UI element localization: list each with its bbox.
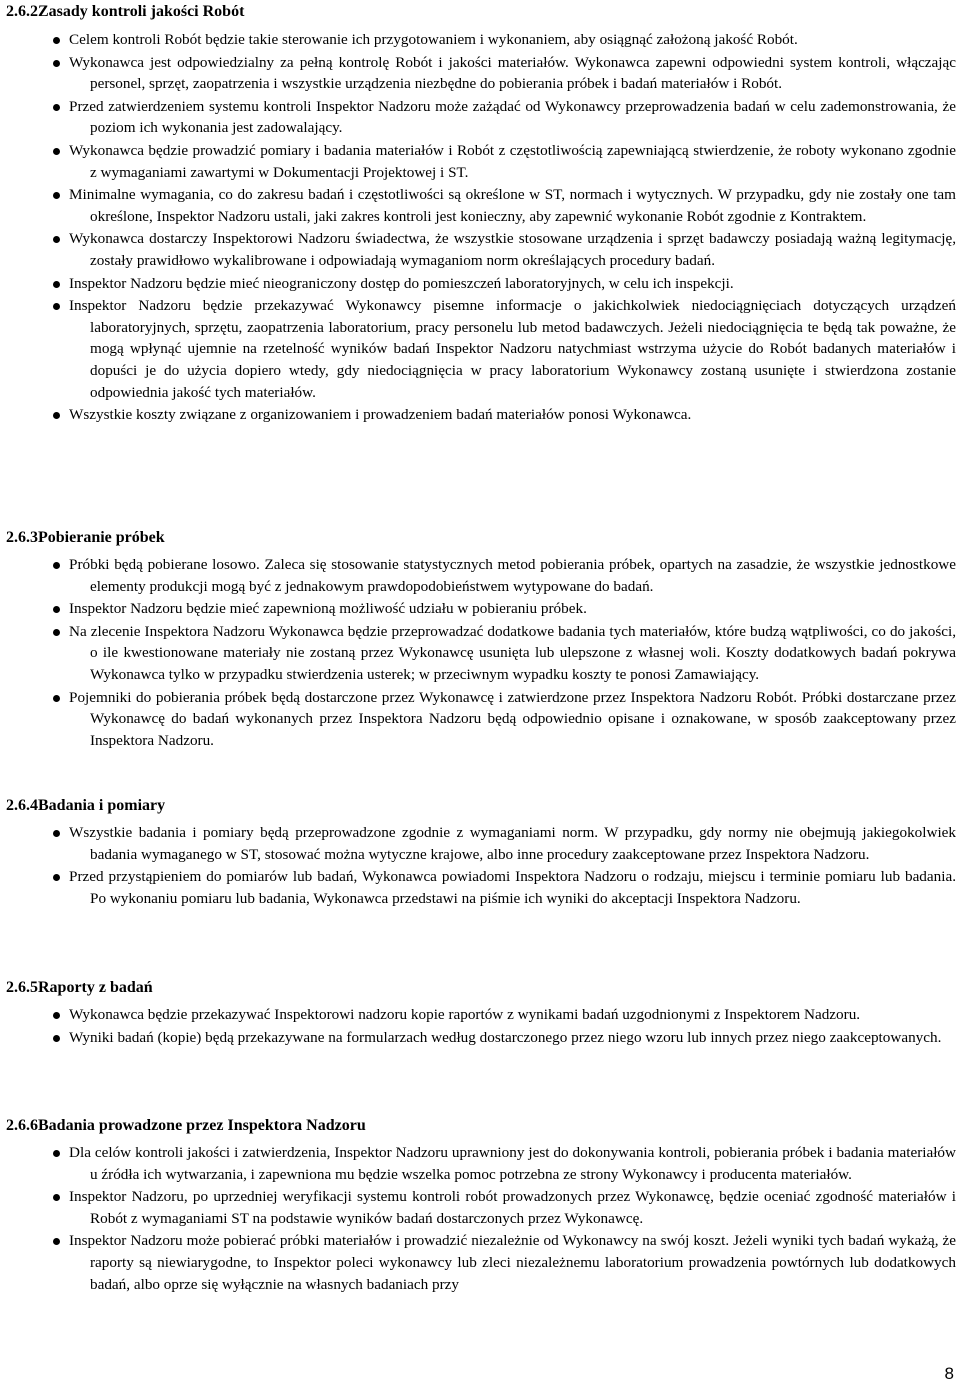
list-item: Inspektor Nadzoru będzie przekazywać Wykonawcy pisemne informacje o jakichkolwiek niedociągnięciach dotyczących urządzeń laboratoryjnych, sprzętu, zaopatrzenia laboratorium, pracy personelu lub metod badawczych. Jeżeli niedociągnięcia te będą tak poważne, że mogą wpłynąć ujemnie na rzetelność wyników badań Inspektor Nadzoru natychmiast wstrzyma użycie do Robót badanych materiałów i dopuści je do użycia dopiero wtedy, gdy niedociągnięcia w pracy laboratorium Wykonawcy zostaną usunięte i stwierdzona zostanie odpowiednia jakość tych materiałów. [0,295,960,403]
bullet-list [0,1142,960,1296]
bullet-icon [53,104,60,111]
list-item: Inspektor Nadzoru będzie mieć nieograniczony dostęp do pomieszczeń laboratoryjnych, w celu ich inspekcji. [0,273,960,295]
list-item: Wykonawca dostarczy Inspektorowi Nadzoru świadectwa, że wszystkie stosowane urządzenia i sprzęt badawczy posiadają ważną legitymację, zostały prawidłowo wykalibrowane i odpowiadają wymaganiom norm określających procedury badań. [0,228,960,271]
bullet-icon [53,1194,60,1201]
bullet-icon [53,148,60,155]
bullet-icon [53,606,60,613]
bullet-icon [53,830,60,837]
section-number: 2.6.4 [6,797,38,814]
bullet-list [0,554,960,752]
section-number: 2.6.3 [6,529,38,546]
bullet-icon [53,1238,60,1245]
page-number: 8 [944,1364,954,1383]
list-item: Inspektor Nadzoru będzie mieć zapewnioną możliwość udziału w pobieraniu próbek. [0,598,960,620]
section-title: Badania prowadzone przez Inspektora Nadzoru [38,1117,366,1134]
section-heading [6,528,165,548]
bullet-list [0,822,960,910]
bullet-list [0,1004,960,1049]
bullet-icon [53,303,60,310]
section-heading [6,978,153,998]
list-item: Na zlecenie Inspektora Nadzoru Wykonawca będzie przeprowadzać dodatkowe badania tych materiałów, które budzą wątpliwości, co do jakości, o ile kwestionowane materiały nie zostaną przez Wykonawcę usunięta lub ulepszone z własnej woli. Koszty dodatkowych badań pokrywa Wykonawca tylko w przypadku stwierdzenia usterek; w przeciwnym wypadku koszty te ponosi Zamawiający. [0,621,960,686]
list-item: Wszystkie badania i pomiary będą przeprowadzone zgodnie z wymaganiami norm. W przypadku, gdy normy nie obejmują jakiegokolwiek badania wymaganego w ST, stosować można wytyczne krajowe, albo inne procedury zaakceptowane przez Inspektora Nadzoru. [0,822,960,865]
list-item: Wykonawca będzie przekazywać Inspektorowi nadzoru kopie raportów z wynikami badań uzgodnionymi z Inspektorem Nadzoru. [0,1004,960,1026]
bullet-icon [53,281,60,288]
list-item: Przed zatwierdzeniem systemu kontroli Inspektor Nadzoru może zażądać od Wykonawcy przeprowadzenia badań w celu zademonstrowania, że poziom ich wykonania jest zadowalający. [0,96,960,139]
list-item: Inspektor Nadzoru, po uprzedniej weryfikacji systemu kontroli robót prowadzonych przez Wykonawcę, będzie oceniać zgodność materiałów i Robót z wymaganiami ST na podstawie wyników badań dostarczonych przez Wykonawcę. [0,1186,960,1229]
section-title: Pobieranie próbek [38,529,165,546]
list-item: Pojemniki do pobierania próbek będą dostarczone przez Wykonawcę i zatwierdzone przez Inspektora Nadzoru Robót. Próbki dostarczane przez Wykonawcę do badań wykonanych przez Inspektora Nadzoru będą odpowiednio opisane i oznakowane, w sposób zaakceptowany przez Inspektora Nadzoru. [0,687,960,752]
bullet-icon [53,192,60,199]
list-item: Wszystkie koszty związane z organizowaniem i prowadzeniem badań materiałów ponosi Wykonawca. [0,404,960,426]
bullet-icon [53,562,60,569]
section-number: 2.6.2 [6,3,38,20]
list-item: Przed przystąpieniem do pomiarów lub badań, Wykonawca powiadomi Inspektora Nadzoru o rodzaju, miejscu i terminie pomiaru lub badania. Po wykonaniu pomiaru lub badania, Wykonawca przedstawi na piśmie ich wyniki do akceptacji Inspektora Nadzoru. [0,866,960,909]
bullet-icon [53,1150,60,1157]
bullet-icon [53,874,60,881]
section-title: Badania i pomiary [38,797,166,814]
bullet-list [0,29,960,427]
section-heading [6,1116,366,1136]
list-item: Wykonawca będzie prowadzić pomiary i badania materiałów i Robót z częstotliwością zapewniającą stwierdzenie, że roboty wykonano zgodnie z wymaganiami zawartymi w Dokumentacji Projektowej i ST. [0,140,960,183]
list-item: Wyniki badań (kopie) będą przekazywane na formularzach według dostarczonego przez niego wzoru lub innych przez niego zaakceptowanych. [0,1027,960,1049]
list-item: Inspektor Nadzoru może pobierać próbki materiałów i prowadzić niezależnie od Wykonawcy na swój koszt. Jeżeli wyniki tych badań wykażą, że raporty są niewiarygodne, to Inspektor poleci wykonawcy lub zleci niezależnemu laboratorium prowadzenia powtórnych lub dodatkowych badań, albo oprze się wyłącznie na własnych badaniach przy [0,1230,960,1295]
list-item: Wykonawca jest odpowiedzialny za pełną kontrolę Robót i jakości materiałów. Wykonawca zapewni odpowiedni system kontroli, włączając personel, sprzęt, zaopatrzenia i wszystkie urządzenia niezbędne do pobierania próbek i badań materiałów i Robót. [0,52,960,95]
bullet-icon [53,60,60,67]
list-item: Celem kontroli Robót będzie takie sterowanie ich przygotowaniem i wykonaniem, aby osiągnąć założoną jakość Robót. [0,29,960,51]
section-title: Zasady kontroli jakości Robót [38,3,245,20]
section-title: Raporty z badań [38,979,153,996]
bullet-icon [53,695,60,702]
bullet-icon [53,1012,60,1019]
list-item: Minimalne wymagania, co do zakresu badań i częstotliwości są określone w ST, normach i wytycznych. W przypadku, gdy nie zostały one tam określone, Inspektor Nadzoru ustali, jaki zakres kontroli jest konieczny, aby zapewnić wykonanie Robót zgodnie z Kontraktem. [0,184,960,227]
section-number: 2.6.6 [6,1117,38,1134]
bullet-icon [53,37,60,44]
bullet-icon [53,1035,60,1042]
section-heading [6,2,244,22]
bullet-icon [53,412,60,419]
list-item: Próbki będą pobierane losowo. Zaleca się stosowanie statystycznych metod pobierania próbek, opartych na zasadzie, że wszystkie jednostkowe elementy produkcji mogą być z jednakowym prawdopodobieństwem wytypowane do badań. [0,554,960,597]
section-heading [6,796,165,816]
bullet-icon [53,629,60,636]
list-item: Dla celów kontroli jakości i zatwierdzenia, Inspektor Nadzoru uprawniony jest do dokonywania kontroli, pobierania próbek i badania materiałów u źródła ich wytwarzania, i zapewniona mu będzie wszelka pomoc potrzebna ze strony Wykonawcy i producenta materiałów. [0,1142,960,1185]
bullet-icon [53,236,60,243]
section-number: 2.6.5 [6,979,38,996]
